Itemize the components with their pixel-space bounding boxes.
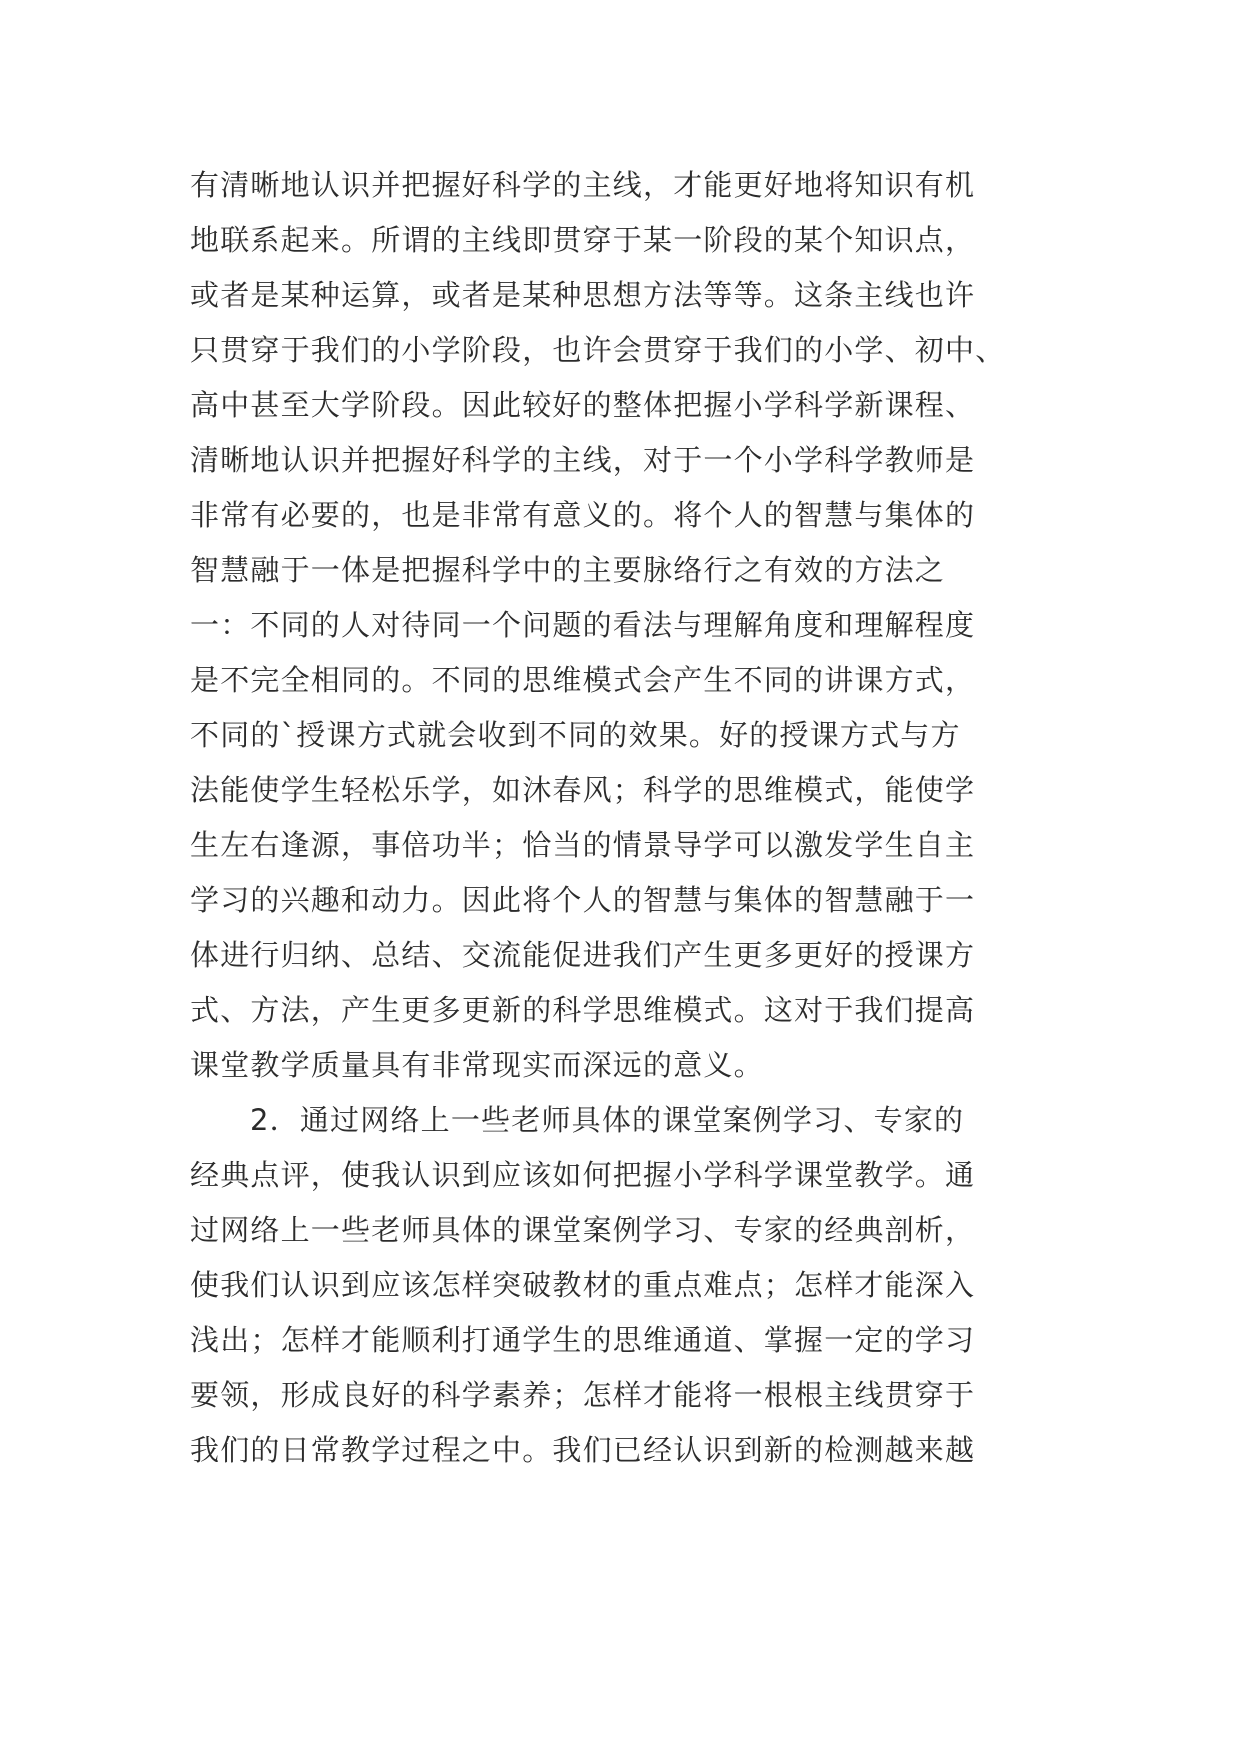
- text-line: 浅出；怎样才能顺利打通学生的思维通道、掌握一定的学习: [190, 1323, 976, 1357]
- text-line: 或者是某种运算，或者是某种思想方法等等。这条主线也许: [190, 278, 976, 312]
- text-line: 是不完全相同的。不同的思维模式会产生不同的讲课方式，: [190, 663, 976, 697]
- text-line: 课堂教学质量具有非常现实而深远的意义。: [190, 1048, 764, 1082]
- text-line: 高中甚至大学阶段。因此较好的整体把握小学科学新课程、: [190, 388, 976, 422]
- text-line: 学习的兴趣和动力。因此将个人的智慧与集体的智慧融于一: [190, 883, 976, 917]
- text-line: 一：不同的人对待同一个问题的看法与理解角度和理解程度: [190, 608, 976, 642]
- paragraph-start-line: 2．通过网络上一些老师具体的课堂案例学习、专家的: [250, 1103, 965, 1137]
- text-line: 我们的日常教学过程之中。我们已经认识到新的检测越来越: [190, 1433, 976, 1467]
- text-line: 地联系起来。所谓的主线即贯穿于某一阶段的某个知识点，: [190, 223, 976, 257]
- text-line: 清晰地认识并把握好科学的主线，对于一个小学科学教师是: [190, 443, 976, 477]
- text-line: 不同的`授课方式就会收到不同的效果。好的授课方式与方: [190, 718, 961, 752]
- text-line: 要领，形成良好的科学素养；怎样才能将一根根主线贯穿于: [190, 1378, 976, 1412]
- text-line: 经典点评，使我认识到应该如何把握小学科学课堂教学。通: [190, 1158, 976, 1192]
- text-line: 体进行归纳、总结、交流能促进我们产生更多更好的授课方: [190, 938, 976, 972]
- body-text: [190, 158, 1060, 1478]
- text-line: 过网络上一些老师具体的课堂案例学习、专家的经典剖析，: [190, 1213, 976, 1247]
- text-line: 式、方法，产生更多更新的科学思维模式。这对于我们提高: [190, 993, 976, 1027]
- text-line: 使我们认识到应该怎样突破教材的重点难点；怎样才能深入: [190, 1268, 976, 1302]
- text-line: 法能使学生轻松乐学，如沐春风；科学的思维模式，能使学: [190, 773, 976, 807]
- text-line: 非常有必要的，也是非常有意义的。将个人的智慧与集体的: [190, 498, 976, 532]
- text-line: 智慧融于一体是把握科学中的主要脉络行之有效的方法之: [190, 553, 946, 587]
- text-line: 有清晰地认识并把握好科学的主线，才能更好地将知识有机: [190, 168, 976, 202]
- text-line: 生左右逢源，事倍功半；恰当的情景导学可以激发学生自主: [190, 828, 976, 862]
- text-line: 只贯穿于我们的小学阶段，也许会贯穿于我们的小学、初中、: [190, 333, 1006, 367]
